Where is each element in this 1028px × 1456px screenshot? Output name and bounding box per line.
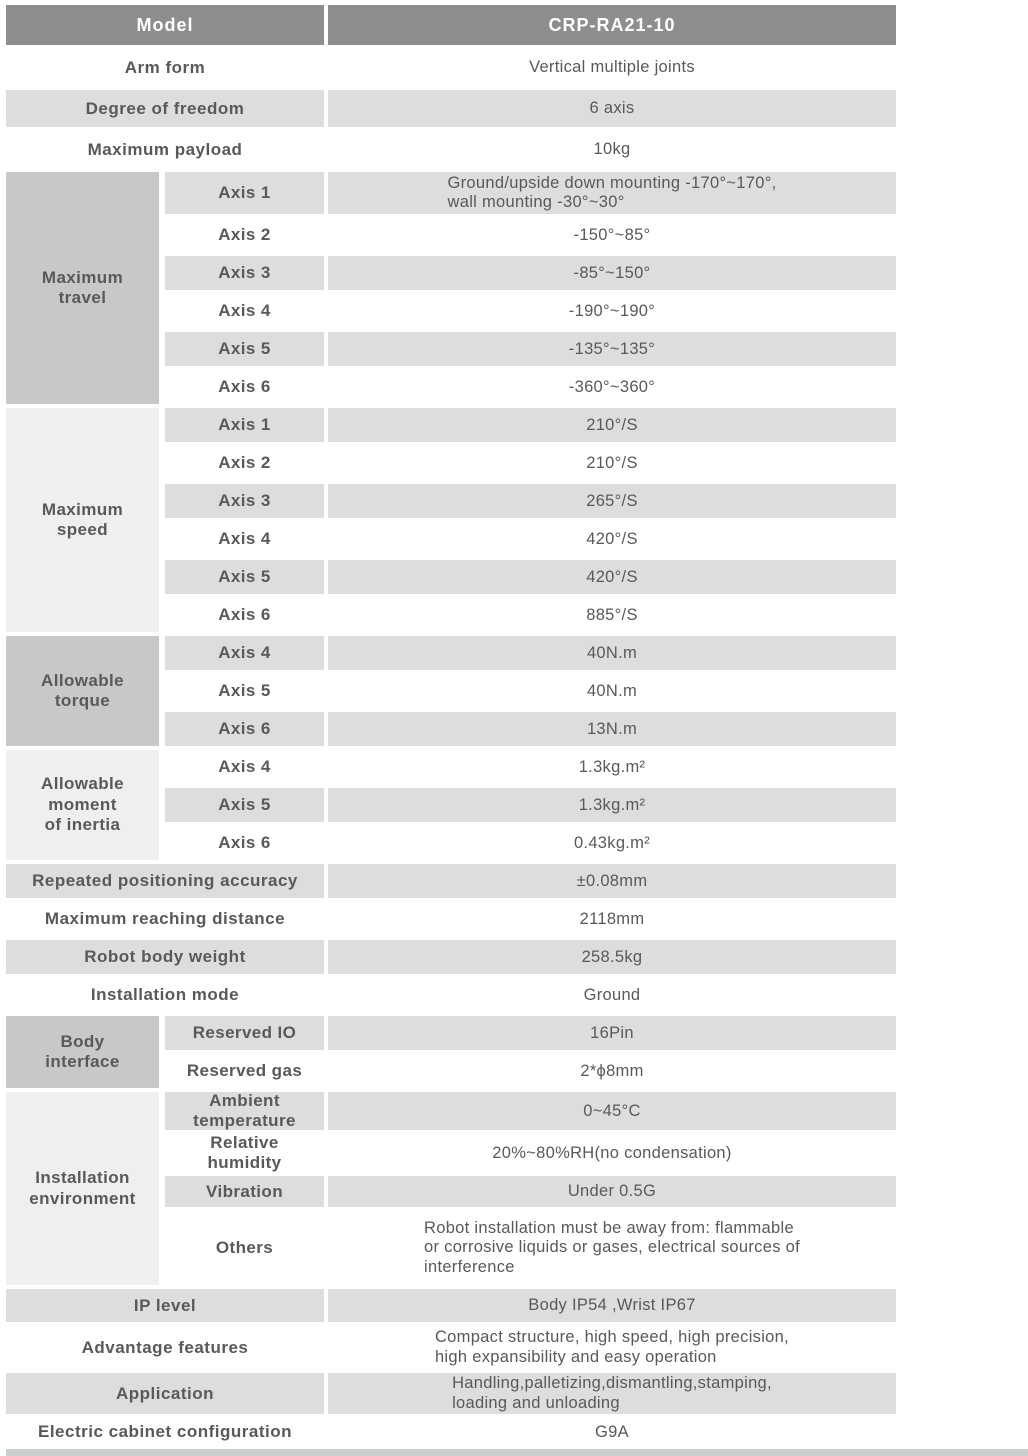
relative-humidity-label: Relative humidity — [165, 1134, 324, 1172]
torque-axis6-label: Axis 6 — [165, 712, 324, 746]
row-advantage-features-value: Compact structure, high speed, high precision, high expansibility and easy operation — [328, 1326, 896, 1369]
others-label: Others — [165, 1211, 324, 1285]
row-advantage-features-label: Advantage features — [6, 1326, 324, 1369]
travel-axis5-value: -135°~135° — [328, 332, 896, 366]
travel-axis2-value: -150°~85° — [328, 218, 896, 252]
section-allowable-inertia-title: Allowable moment of inertia — [6, 750, 159, 860]
spec-table — [6, 5, 896, 1446]
ambient-temperature-label: Ambient temperature — [165, 1092, 324, 1130]
travel-axis5-label: Axis 5 — [165, 332, 324, 366]
section-allowable-torque-title: Allowable torque — [6, 636, 159, 746]
row-reaching-distance-value: 2118mm — [328, 902, 896, 936]
torque-axis6-value: 13N.m — [328, 712, 896, 746]
travel-axis1-label: Axis 1 — [165, 172, 324, 214]
next-row-partial-strip — [6, 1449, 1028, 1456]
torque-axis5-value: 40N.m — [328, 674, 896, 708]
speed-axis1-label: Axis 1 — [165, 408, 324, 442]
row-body-weight-label: Robot body weight — [6, 940, 324, 974]
row-degree-of-freedom-label: Degree of freedom — [6, 90, 324, 127]
section-maximum-travel-title: Maximum travel — [6, 172, 159, 404]
vibration-value: Under 0.5G — [328, 1176, 896, 1207]
row-application-value: Handling,palletizing,dismantling,stamping, loading and unloading — [328, 1373, 896, 1414]
row-electric-cabinet-label: Electric cabinet configuration — [6, 1418, 324, 1446]
row-repeated-accuracy-label: Repeated positioning accuracy — [6, 864, 324, 898]
row-arm-form-label: Arm form — [6, 49, 324, 86]
torque-axis4-value: 40N.m — [328, 636, 896, 670]
travel-axis4-label: Axis 4 — [165, 294, 324, 328]
relative-humidity-value: 20%~80%RH(no condensation) — [328, 1134, 896, 1172]
section-body-interface-title: Body interface — [6, 1016, 159, 1088]
section-maximum-speed-title: Maximum speed — [6, 408, 159, 632]
row-arm-form-value: Vertical multiple joints — [328, 49, 896, 86]
speed-axis2-label: Axis 2 — [165, 446, 324, 480]
row-electric-cabinet-value: G9A — [328, 1418, 896, 1446]
speed-axis4-value: 420°/S — [328, 522, 896, 556]
travel-axis3-value: -85°~150° — [328, 256, 896, 290]
section-install-env-title: Installation environment — [6, 1092, 159, 1285]
torque-axis4-label: Axis 4 — [165, 636, 324, 670]
travel-axis4-value: -190°~190° — [328, 294, 896, 328]
row-installation-mode-value: Ground — [328, 978, 896, 1012]
row-body-weight-value: 258.5kg — [328, 940, 896, 974]
row-ip-level-label: IP level — [6, 1289, 324, 1322]
others-value: Robot installation must be away from: flammable or corrosive liquids or gases, electrical sources of interference — [328, 1211, 896, 1285]
speed-axis1-value: 210°/S — [328, 408, 896, 442]
reserved-gas-label: Reserved gas — [165, 1054, 324, 1088]
speed-axis4-label: Axis 4 — [165, 522, 324, 556]
reserved-io-value: 16Pin — [328, 1016, 896, 1050]
inertia-axis6-value: 0.43kg.m² — [328, 826, 896, 860]
inertia-axis4-label: Axis 4 — [165, 750, 324, 784]
travel-axis6-label: Axis 6 — [165, 370, 324, 404]
speed-axis5-value: 420°/S — [328, 560, 896, 594]
speed-axis5-label: Axis 5 — [165, 560, 324, 594]
model-number: CRP-RA21-10 — [548, 14, 676, 35]
travel-axis2-label: Axis 2 — [165, 218, 324, 252]
speed-axis3-value: 265°/S — [328, 484, 896, 518]
travel-axis6-value: -360°~360° — [328, 370, 896, 404]
speed-axis6-label: Axis 6 — [165, 598, 324, 632]
speed-axis3-label: Axis 3 — [165, 484, 324, 518]
row-ip-level-value: Body IP54 ,Wrist IP67 — [328, 1289, 896, 1322]
reserved-io-label: Reserved IO — [165, 1016, 324, 1050]
row-maximum-payload-value: 10kg — [328, 131, 896, 168]
inertia-axis4-value: 1.3kg.m² — [328, 750, 896, 784]
speed-axis6-value: 885°/S — [328, 598, 896, 632]
speed-axis2-value: 210°/S — [328, 446, 896, 480]
row-reaching-distance-label: Maximum reaching distance — [6, 902, 324, 936]
travel-axis3-label: Axis 3 — [165, 256, 324, 290]
row-installation-mode-label: Installation mode — [6, 978, 324, 1012]
row-degree-of-freedom-value: 6 axis — [328, 90, 896, 127]
row-application-label: Application — [6, 1373, 324, 1414]
row-maximum-payload-label: Maximum payload — [6, 131, 324, 168]
row-repeated-accuracy-value: ±0.08mm — [328, 864, 896, 898]
inertia-axis5-value: 1.3kg.m² — [328, 788, 896, 822]
inertia-axis5-label: Axis 5 — [165, 788, 324, 822]
travel-axis1-value: Ground/upside down mounting -170°~170°, wall mounting -30°~30° — [328, 172, 896, 214]
ambient-temperature-value: 0~45°C — [328, 1092, 896, 1130]
header-model-label: Model — [136, 14, 194, 35]
vibration-label: Vibration — [165, 1176, 324, 1207]
reserved-gas-value: 2*ϕ8mm — [328, 1054, 896, 1088]
torque-axis5-label: Axis 5 — [165, 674, 324, 708]
header-model-cell — [6, 5, 324, 45]
header-model-value-cell — [328, 5, 896, 45]
inertia-axis6-label: Axis 6 — [165, 826, 324, 860]
